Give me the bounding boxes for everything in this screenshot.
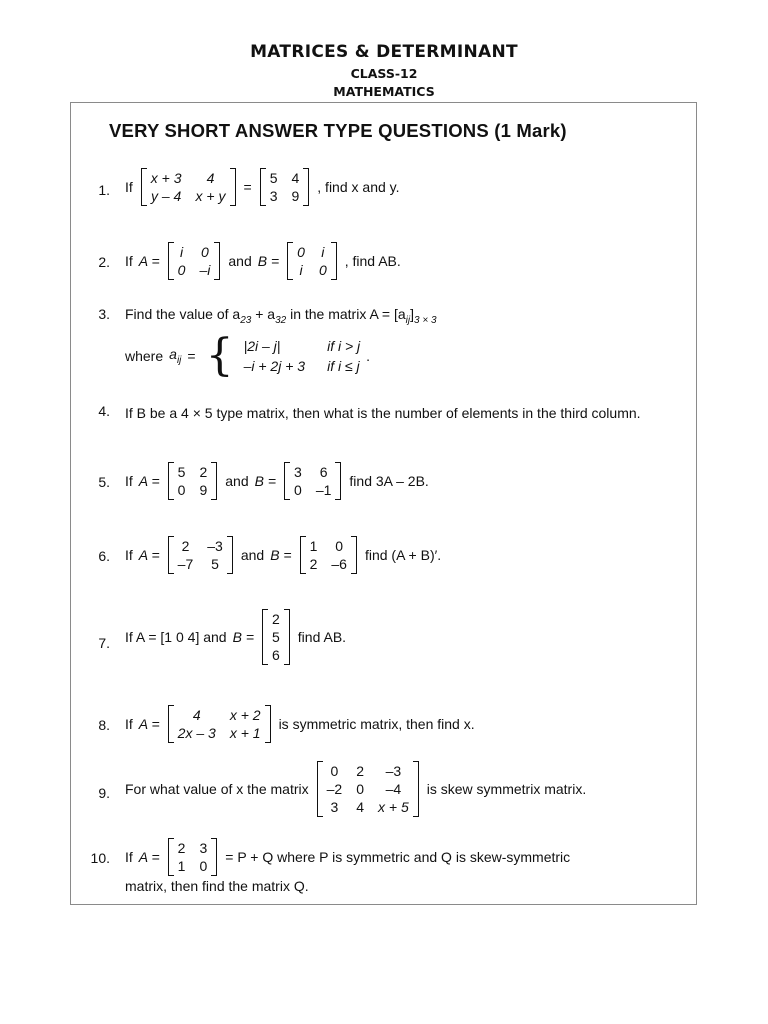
question-text-line2: matrix, then find the matrix Q.	[125, 878, 309, 894]
question-text: , find x and y.	[317, 179, 400, 195]
matrix-a: 2 –3 –7 5	[168, 536, 233, 574]
question-number: 6.	[98, 548, 110, 564]
left-brace: {	[205, 330, 234, 381]
class-label: CLASS-12	[350, 66, 418, 81]
matrix-a: i 0 0 –i	[168, 242, 221, 280]
question-text: find 3A – 2B.	[349, 473, 429, 489]
question-body: If A = 2 –3 –7 5 and B = 1 0 2 –6 find (A + B)′.	[125, 538, 442, 572]
question-body: If A = 5 2 0 9 and B = 3 6 0 –1 find 3A – 2B.	[125, 464, 429, 498]
question-text: If B be a 4 × 5 type matrix, then what is the number of elements in the third column.	[125, 405, 641, 421]
question-body: If A = [1 0 4] and B = 2 5 6 find AB.	[125, 611, 347, 663]
question-text: is symmetric matrix, then find x.	[278, 716, 475, 732]
question-number: 10.	[90, 850, 110, 866]
matrix-3x3: 0 2 –3 –2 0 –4 3 4 x + 5	[317, 761, 419, 817]
question-number: 9.	[98, 785, 110, 801]
question-text: = P + Q where P is symmetric and Q is skew-symmetric	[225, 849, 571, 865]
question-number: 1.	[98, 182, 110, 198]
matrix-b: 2 5 6	[262, 609, 290, 665]
question-text: , find AB.	[344, 253, 401, 269]
question-number: 2.	[98, 254, 110, 270]
matrix-b: 0 i i 0	[287, 242, 337, 280]
section-heading: VERY SHORT ANSWER TYPE QUESTIONS (1 Mark)	[109, 120, 567, 141]
matrix-b: 3 6 0 –1	[284, 462, 341, 500]
question-number: 3.	[98, 306, 110, 322]
question-body: For what value of x the matrix 0 2 –3 –2 0 –4 3 4 x + 5 is skew symmetrix matrix.	[125, 763, 587, 815]
question-body: If x + 3 4 y – 4 x + y = 5 4 3 9 , find x and y.	[125, 170, 400, 204]
matrix-a: 4 x + 2 2x – 3 x + 1	[168, 705, 271, 743]
question-number: 4.	[98, 403, 110, 419]
question-text: find (A + B)′.	[364, 547, 442, 563]
piecewise-definition: where $a_{ij}$ = { |2i – j| if i > j –i + 2j + 3 if i ≤ j .	[125, 330, 371, 381]
question-body: If A = i 0 0 –i and B = 0 i i 0 , find AB.	[125, 244, 401, 278]
question-number: 7.	[98, 635, 110, 651]
subject-label: MATHEMATICS	[333, 84, 435, 99]
matrix-a: 5 2 0 9	[168, 462, 218, 500]
question-body: Find the value of $a_{23} + a_{32}$ in the matrix $A = [a_{ij}]_{3 \times 3}$	[125, 306, 437, 326]
question-body: If A = 2 3 1 0 = P + Q where P is symmetric and Q is skew-symmetric	[125, 840, 571, 874]
question-text: find AB.	[297, 629, 347, 645]
page-title: MATRICES & DETERMINANT	[250, 42, 518, 62]
matrix-left: x + 3 4 y – 4 x + y	[141, 168, 236, 206]
matrix-a: 2 3 1 0	[168, 838, 218, 876]
question-text: is skew symmetrix matrix.	[426, 781, 587, 797]
question-number: 8.	[98, 717, 110, 733]
matrix-b: 1 0 2 –6	[300, 536, 357, 574]
question-body: If A = 4 x + 2 2x – 3 x + 1 is symmetric matrix, then find x.	[125, 707, 475, 741]
question-number: 5.	[98, 474, 110, 490]
matrix-right: 5 4 3 9	[260, 168, 310, 206]
